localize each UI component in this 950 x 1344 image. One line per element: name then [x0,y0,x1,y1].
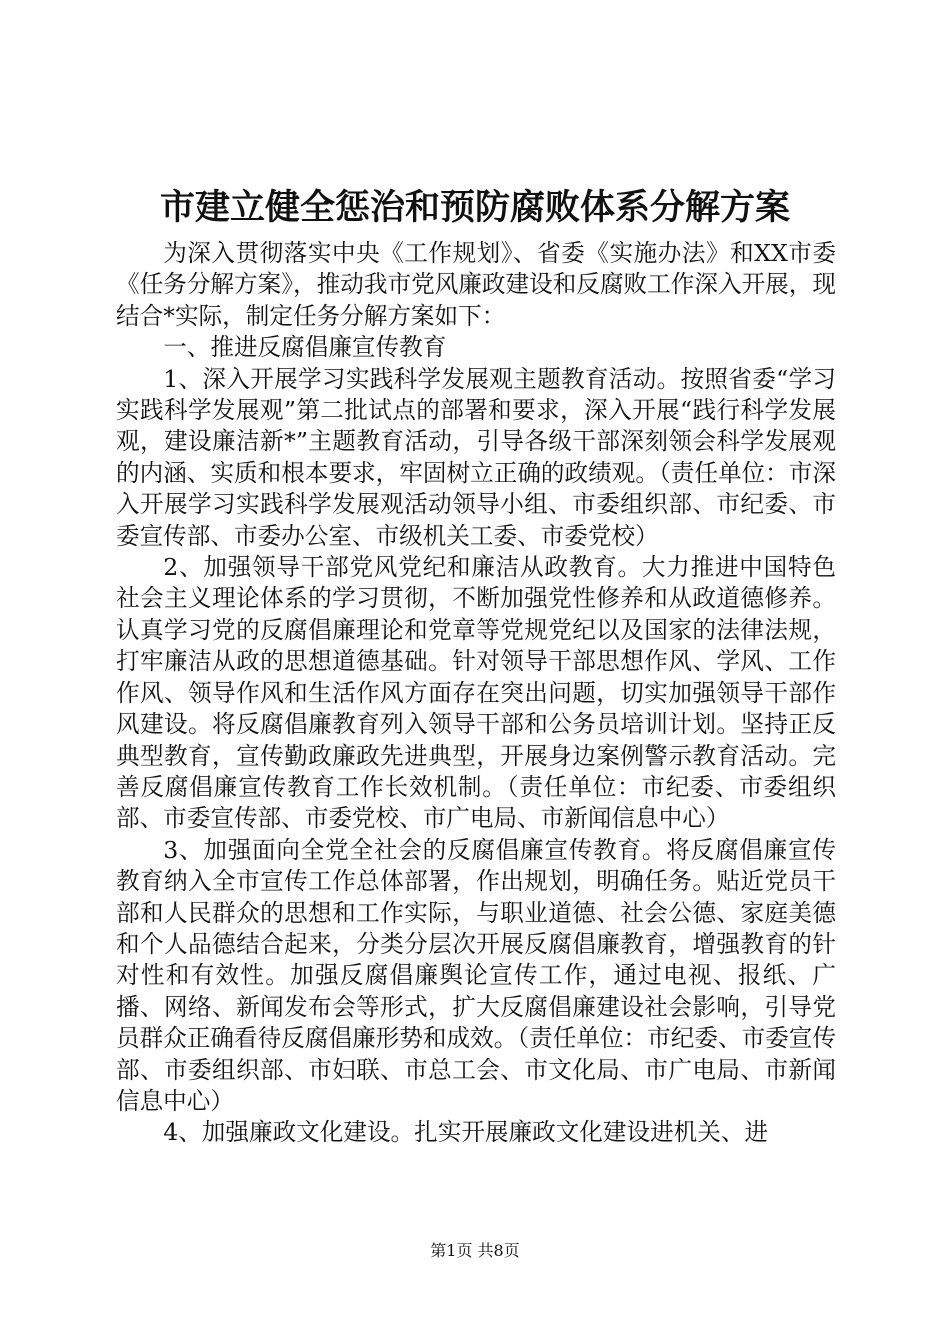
page-number-footer: 第1页 共8页 [430,1241,520,1260]
paragraph-item-4: 4、加强廉政文化建设。扎实开展廉政文化建设进机关、进 [163,1118,769,1147]
paragraph-item-2: 2、加强领导干部党风党纪和廉洁从政教育。大力推进中国特色社会主义理论体系的学习贯彻，不断加强党性修养和从政道德修养。认真学习党的反腐倡廉理论和党章等党规党纪以及国家的法律法规，打牢廉洁从政的思想道德基础。针对领导干部思想作风、学风、工作作风、领导作风和生活作风方面存在突出问题，切实加强领导干部作风建设。将反腐倡廉教育列入领导干部和公务员培训计划。坚持正反典型教育，宣传勤政廉政先进典型，开展身边案例警示教育活动。完善反腐倡廉宣传教育工作长效机制。（责任单位：市纪委、市委组织部、市委宣传部、市委党校、市广电局、市新闻信息中心） [116,553,836,833]
section-heading: 一、推进反腐倡廉宣传教育 [163,333,447,362]
paragraph-item-3: 3、加强面向全党全社会的反腐倡廉宣传教育。将反腐倡廉宣传教育纳入全市宣传工作总体部署，作出规划，明确任务。贴近党员干部和人民群众的思想和工作实际，与职业道德、社会公德、家庭美德和个人品德结合起来，分类分层次开展反腐倡廉教育，增强教育的针对性和有效性。加强反腐倡廉舆论宣传工作，通过电视、报纸、广播、网络、新闻发布会等形式，扩大反腐倡廉建设社会影响，引导党员群众正确看待反腐倡廉形势和成效。（责任单位：市纪委、市委宣传部、市委组织部、市妇联、市总工会、市文化局、市广电局、市新闻信息中心） [116,835,836,1115]
document-body [116,238,836,1149]
paragraph-item-1: 1、深入开展学习实践科学发展观主题教育活动。按照省委“学习实践科学发展观”第二批试点的部署和要求，深入开展“践行科学发展观，建设廉洁新*”主题教育活动，引导各级干部深刻领会科学发展观的内涵、实质和根本要求，牢固树立正确的政绩观。（责任单位：市深入开展学习实践科学发展观活动领导小组、市委组织部、市纪委、市委宣传部、市委办公室、市级机关工委、市委党校） [116,364,836,550]
document-title: 市建立健全惩治和预防腐败体系分解方案 [159,187,790,228]
intro-paragraph: 为深入贯彻落实中央《工作规划》、省委《实施办法》和XX市委《任务分解方案》，推动我市党风廉政建设和反腐败工作深入开展，现结合*实际，制定任务分解方案如下： [116,239,836,330]
